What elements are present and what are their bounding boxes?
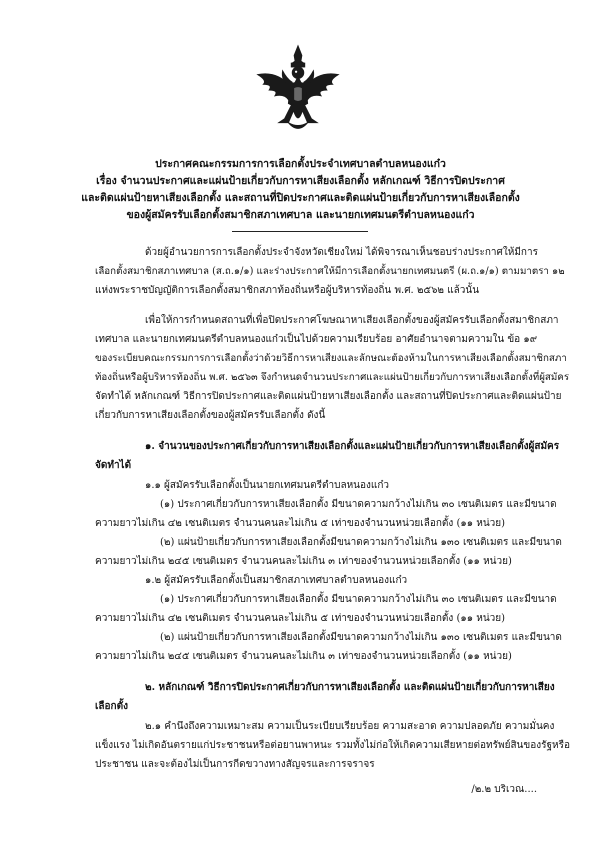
announcement-title: ประกาศคณะกรรมการการเลือกตั้งประจำเทศบาลตำบลหนองแก๋ว bbox=[155, 158, 446, 170]
body-line: เทศบาล และนายกเทศมนตรีตำบลหนองแก๋วเป็นไปด้วยความเรียบร้อย อาศัยอำนาจตามความใน ข้อ ๑๙ bbox=[95, 334, 538, 345]
body-line: แข็งแรง ไม่เกิดอันตรายแก่ประชาชนหรือต่อยานพาหนะ รวมทั้งไม่ก่อให้เกิดความเสียหายต่อทรัพย์สินของรัฐหรือ bbox=[95, 740, 570, 751]
body-line: แห่งพระราชบัญญัติการเลือกตั้งสมาชิกสภาท้องถิ่นหรือผู้บริหารท้องถิ่น พ.ศ. ๒๕๖๒ แล้วนั้น bbox=[95, 285, 480, 296]
announcement-subject-line-1: เรื่อง จำนวนประกาศและแผ่นป้ายเกี่ยวกับการหาเสียงเลือกตั้ง หลักเกณฑ์ วิธีการปิดประกาศ bbox=[96, 175, 505, 187]
body-line: จัดทำได้ หลักเกณฑ์ วิธีการปิดประกาศและติดแผ่นป้ายหาเสียงเลือกตั้ง และสถานที่ปิดประกาศและติดแผ่นป้าย bbox=[95, 391, 562, 402]
garuda-emblem-icon bbox=[250, 42, 346, 138]
body-line: ประชาชน และจะต้องไม่เป็นการกีดขวางทางสัญจรและการจราจร bbox=[95, 759, 375, 770]
continuation-marker: /๒.๒ บริเวณ.... bbox=[471, 784, 537, 795]
body-line: ๒.๑ คำนึงถึงความเหมาะสม ความเป็นระเบียบเรียบร้อย ความสะอาด ความปลอดภัย ความมั่นคง bbox=[145, 721, 555, 732]
body-line: ความยาวไม่เกิน ๔๒ เซนติเมตร จำนวนคนละไม่เกิน ๕ เท่าของจำนวนหน่วยเลือกตั้ง (๑๑ หน่วย) bbox=[95, 518, 506, 529]
section-heading: จัดทำได้ bbox=[95, 460, 132, 471]
body-line: เพื่อให้การกำหนดสถานที่เพื่อปิดประกาศโฆษณาหาเสียงเลือกตั้งของผู้สมัครรับเลือกตั้งสมาชิกสภา bbox=[145, 315, 559, 326]
subsection-heading: ๑.๑ ผู้สมัครรับเลือกตั้งเป็นนายกเทศมนตรีตำบลหนองแก๋ว bbox=[145, 480, 390, 491]
body-line: เลือกตั้งสมาชิกสภาเทศบาล (ส.ถ.๑/๑) และร่างประกาศให้มีการเลือกตั้งนายกเทศมนตรี (ผ.ถ.๑/๑) ตามมาตรา ๑๒ bbox=[95, 266, 565, 277]
announcement-subject-line-3: ของผู้สมัครรับเลือกตั้งสมาชิกสภาเทศบาล และนายกเทศมนตรีตำบลหนองแก๋ว bbox=[126, 209, 475, 221]
body-line: (๒) แผ่นป้ายเกี่ยวกับการหาเสียงเลือกตั้งมีขนาดความกว้างไม่เกิน ๑๓๐ เซนติเมตร และมีขนาด bbox=[160, 537, 562, 548]
body-line: ของระเบียบคณะกรรมการการเลือกตั้งว่าด้วยวิธีการหาเสียงและลักษณะต้องห้ามในการหาเสียงเลือกตั้งสมาชิกสภา bbox=[95, 353, 567, 364]
body-line: (๒) แผ่นป้ายเกี่ยวกับการหาเสียงเลือกตั้งมีขนาดความกว้างไม่เกิน ๑๓๐ เซนติเมตร และมีขนาด bbox=[160, 632, 562, 643]
header-divider bbox=[232, 231, 368, 232]
announcement-subject-line-2: และติดแผ่นป้ายหาเสียงเลือกตั้ง และสถานที่ปิดประกาศและติดแผ่นป้ายเกี่ยวกับการหาเสียงเลือกตั้ง bbox=[81, 192, 520, 204]
subsection-heading: ๑.๒ ผู้สมัครรับเลือกตั้งเป็นสมาชิกสภาเทศบาลตำบลหนองแก๋ว bbox=[145, 575, 408, 586]
body-line: ความยาวไม่เกิน ๒๔๕ เซนติเมตร จำนวนคนละไม่เกิน ๓ เท่าของจำนวนหน่วยเลือกตั้ง (๑๑ หน่วย) bbox=[95, 651, 512, 662]
body-line: (๑) ประกาศเกี่ยวกับการหาเสียงเลือกตั้ง มีขนาดความกว้างไม่เกิน ๓๐ เซนติเมตร และมีขนาด bbox=[160, 594, 557, 605]
body-line: ท้องถิ่นหรือผู้บริหารท้องถิ่น พ.ศ. ๒๕๖๓ จึงกำหนดจำนวนประกาศและแผ่นป้ายเกี่ยวกับการหาเสียงเลือกตั้งที่ผู้สมัคร bbox=[95, 372, 570, 383]
body-line: ความยาวไม่เกิน ๒๔๕ เซนติเมตร จำนวนคนละไม่เกิน ๓ เท่าของจำนวนหน่วยเลือกตั้ง (๑๑ หน่วย) bbox=[95, 556, 512, 567]
body-line: (๑) ประกาศเกี่ยวกับการหาเสียงเลือกตั้ง มีขนาดความกว้างไม่เกิน ๓๐ เซนติเมตร และมีขนาด bbox=[160, 499, 557, 510]
body-line: ความยาวไม่เกิน ๔๒ เซนติเมตร จำนวนคนละไม่เกิน ๕ เท่าของจำนวนหน่วยเลือกตั้ง (๑๑ หน่วย) bbox=[95, 613, 506, 624]
body-line: ด้วยผู้อำนวยการการเลือกตั้งประจำจังหวัดเชียงใหม่ ได้พิจารณาเห็นชอบร่างประกาศให้มีการ bbox=[145, 247, 538, 258]
section-heading: เลือกตั้ง bbox=[95, 701, 128, 712]
body-line: เกี่ยวกับการหาเสียงเลือกตั้งของผู้สมัครรับเลือกตั้ง ดังนี้ bbox=[95, 410, 326, 421]
section-heading: ๒. หลักเกณฑ์ วิธีการปิดประกาศเกี่ยวกับการหาเสียงเลือกตั้ง และติดแผ่นป้ายเกี่ยวกับการหาเสียง bbox=[145, 682, 555, 693]
section-heading: ๑. จำนวนของประกาศเกี่ยวกับการหาเสียงเลือกตั้งและแผ่นป้ายเกี่ยวกับการหาเสียงเลือกตั้งผู้สมัคร bbox=[145, 441, 560, 452]
